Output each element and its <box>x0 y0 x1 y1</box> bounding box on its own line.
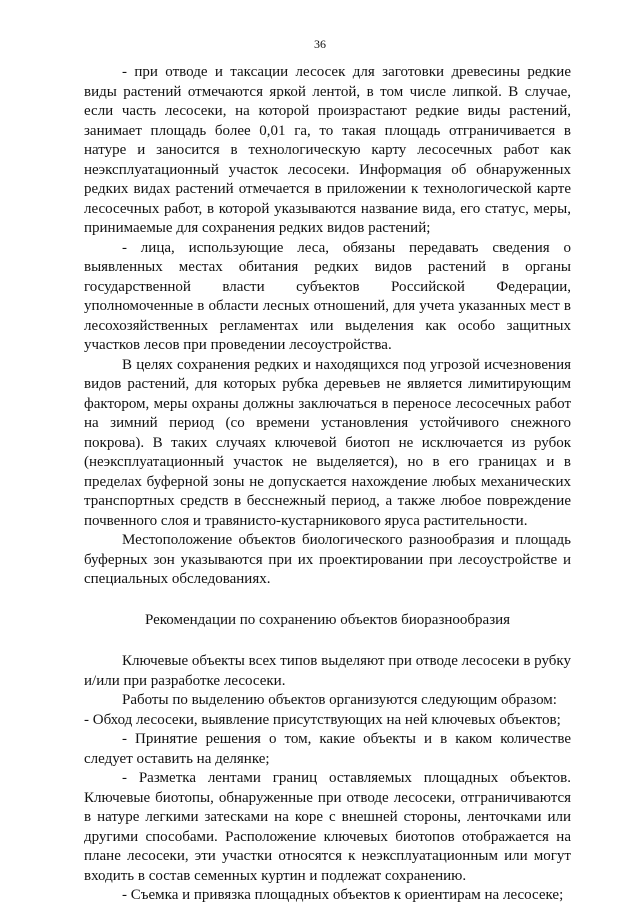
list-item: - Съемка и привязка площадных объектов к ориентирам на лесосеке; <box>122 887 564 903</box>
paragraph: - лица, использующие леса, обязаны передавать сведения о выявленных местах обитания редких видов растений в органы государственной власти субъектов Российской Федерации, уполномоченные в области лесных отношений, для учета указанных мест в лесохозяйственных регламентах или выделения как особо защитных участков лесов при проведении лесоустройства. <box>84 239 571 353</box>
paragraph: Местоположение объектов биологического разнообразия и площадь буферных зон указываются при их проектировании при лесоустройстве и специальных обследованиях. <box>84 532 571 587</box>
paragraph: Ключевые объекты всех типов выделяют при отводе лесосеки в рубку и/или при разработке лесосеки. <box>84 653 571 689</box>
paragraph: - при отводе и таксации лесосек для заготовки древесины редкие виды растений отмечаются яркой лентой, в том числе липкой. В случае, если часть лесосеки, на которой произрастают редкие виды растений, занимает площадь более 0,01 га, то такая площадь отграничивается в натуре и заносится в технологическую карту лесосечных работ как неэксплуатационный участок лесосеки. Информация об обнаруженных редких видах растений отмечается в приложении к технологической карте лесосечных работ, в которой указываются название вида, его статус, меры, принимаемые для сохранения редких видов растений; <box>84 64 571 236</box>
document-body <box>84 63 571 906</box>
section-heading: Рекомендации по сохранению объектов биоразнообразия <box>144 611 511 628</box>
list-item: - Разметка лентами границ оставляемых площадных объектов. Ключевые биотопы, обнаруженные при отводе лесосеки, отграничиваются в натуре легкими затесками на коре с внешней стороны, ленточками или другими способами. Расположение ключевых биотопов отображается на плане лесосеки, эти участки относятся к неэксплуатационным или могут входить в состав семенных куртин и подлежат сохранению. <box>84 770 571 884</box>
list-item: - Принятие решения о том, какие объекты и в каком количестве следует оставить на делянке; <box>84 731 571 767</box>
paragraph: В целях сохранения редких и находящихся под угрозой исчезновения видов растений, для которых рубка деревьев не является лимитирующим фактором, меры охраны должны заключаться в переносе лесосечных работ на зимний период (со времени установления устойчивого снежного покрова). В таких случаях ключевой биотоп не исключается из рубок (неэксплуатационный участок не выделяется), но в его границах и в пределах буферной зоны не допускается нахождение любых механических транспортных средств в бесснежный период, а также любое повреждение почвенного слоя и травянисто-кустарникового яруса растительности. <box>84 356 571 529</box>
paragraph: Работы по выделению объектов организуются следующим образом: <box>122 692 557 708</box>
page-number: 36 <box>314 37 326 51</box>
list-item: - Обход лесосеки, выявление присутствующих на ней ключевых объектов; <box>84 711 561 728</box>
